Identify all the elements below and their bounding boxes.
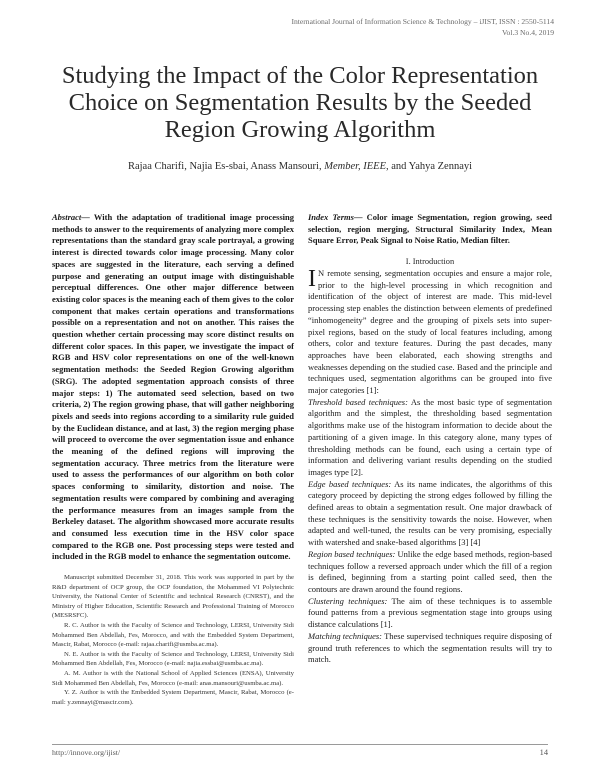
list-item-text: As the most basic type of segmentation algorithm and the simplest, the thresholding based segmentation algorithms make use of the histogram information to decide about the partitioning of a given image. In this category alone, many types of thresholding methods can be found, each using a certain type of information and delivering variant results depending on the studied images type [2]. [308, 396, 552, 477]
list-item [308, 397, 552, 479]
footnote: A. M. Author is with the National School of Applied Sciences (ENSA), University Sidi Mohammed Ben Abdellah, Fes, Morocco (e-mail: anas.mansouri@usmba.ac.ma). [52, 669, 294, 687]
list-item [308, 631, 552, 666]
footnotes [52, 573, 294, 707]
journal-url-link[interactable]: http://innove.org/ijist/ [52, 748, 121, 757]
author-line [40, 161, 560, 172]
list-item-text: The aim of these techniques is to assemble found patterns from a previous segmentation stage into groups using distance calculations [1]. [308, 595, 553, 630]
authors-part-1: Rajaa Charifi, Najia Es-sbai, Anass Mansouri, [127, 161, 322, 172]
list-item-term: Threshold based techniques: [308, 396, 408, 407]
footnote: N. E. Author is with the Faculty of Science and Technology, LERSI, University Sidi Mohammed Ben Abdellah, Fes, Morocco (e-mail: najia.essbai@usmba.ac.ma). [52, 650, 294, 668]
list-item [308, 549, 552, 596]
footnote: Manuscript submitted December 31, 2018. This work was supported in part by the R&D department of OCP group, the OCP foundation, the Mohammed VI Polytechnic University, the National Center of Scientific and technical Research (CNRST), and the Ministry of Higher Education, Scientific Research and Professional Training of Morocco (MESRSFC). [52, 574, 294, 620]
list-item-text: Unlike the edge based methods, region-based techniques follow a reversed approach under which the fill of a region is defined, beginning from a starting point called seed, then the contours are drawn around the found regions. [308, 548, 553, 594]
list-item-text: As its name indicates, the algorithms of this category proceed by depicting the strong edges followed by filling the defined areas to obtain a segmentation result. One major drawback of these techniques is the sensitivity towards the noise. However, when adapted and well-tuned, the results can be very promising, especially with watershed and snake-based algorithms [3] [4] [308, 478, 552, 548]
index-terms [308, 212, 552, 247]
running-header [291, 16, 554, 38]
abstract [52, 212, 294, 563]
abstract-label: Abstract [52, 212, 82, 222]
footer-divider [52, 744, 548, 745]
footnote: Y. Z. Author is with the Embedded System Department, Mascir, Rabat, Morocco (e-mail: y.zennayi@mascir.com). [52, 689, 294, 706]
abstract-text: — With the adaptation of traditional image processing methods to answer to the requirements of analyzing more complex representations than the standard gray scale portrayal, a growing interest is directed towards color image processing. Many color spaces are suggested in the literature, each serving a defined purpose and generating an output image with distinguishable perceptual differences. One other major difference between existing color spaces is the meaning each of them gives to the color component that makes certain operations and transformations possible on a representation and not on another. This raises the question whether certain processing may score distinct results on different color spaces. In this paper, we investigate the impact of RGB and HSV color representations on one of the well-known segmentation methods: the Seeded Region Growing algorithm (SRG). The adopted segmentation approach consists of three major steps: 1) The automated seed selection, based on two criteria, 2) The region growing phase, that will gather neighboring pixels and seeds into regions according to a similarity rule guided by the Euclidean distance, and at last, 3) the region merging phase will proceed to overcome the over segmentation issue and enhance the meaning of the defined regions will improving the segmentation accuracy. Three metrics from the literature were used to assess the performances of our algorithm on both color spaces conforming to similarity, distortion and noise. The segmentation results were compared by combining and averaging the performance measures from an images sample from the Berkeley dataset. The algorithm showcased more accurate results and consumed less execution time in the HSV color space compared to the RGB one. Post processing steps were tested and included in the RGB model to enhance the segmentation outcome. [52, 212, 294, 562]
authors-part-2: and Yahya Zennayi [391, 161, 473, 172]
paper-title: Studying the Impact of the Color Representation Choice on Segmentation Results by the Seeded Region Growing Algorithm [61, 62, 539, 143]
author-role: Member, IEEE, [324, 161, 389, 172]
list-item [308, 479, 552, 549]
list-item-term: Matching techniques: [308, 630, 382, 641]
introduction-body [308, 268, 552, 666]
list-item-text: These supervised techniques require disposing of ground truth references to which the segmentation results will try to match. [308, 630, 552, 665]
section-heading-introduction: I. Introduction [405, 257, 455, 266]
list-item-term: Edge based techniques: [308, 478, 392, 489]
journal-name: International Journal of Information Science & Technology – iJIST, ISSN : 2550-5114 [291, 17, 554, 26]
journal-volume: Vol.3 No.4, 2019 [502, 28, 554, 37]
drop-cap: I [308, 266, 316, 292]
list-item [308, 596, 552, 631]
index-terms-label: Index Terms [308, 212, 354, 222]
intro-paragraph-text: N remote sensing, segmentation occupies and ensure a major role, prior to the high-level processing in which recognition and identification of the object of interest are made. This mid-level processing step enables the distinction between elements of predefined “inhomogeneity” degree and the grouping of pixels sets into super-pixel regions, based on the study of local features including, among others, color and texture features. During the past decades, many approaches have been elaborated, each showing strengths and weaknesses depending on the studied case. Based and the principle and techniques used, segmentation algorithms can be grouped into five major categories [1]: [308, 268, 552, 396]
page-number: 14 [539, 748, 548, 757]
list-item-term: Clustering techniques: [308, 595, 388, 606]
index-terms-text: — Color image Segmentation, region growing, seed selection, region merging, Structural Similarity Index, Mean Square Error, Peak Signal to Noise Ratio, Median filter. [308, 212, 552, 246]
intro-paragraph [308, 268, 552, 397]
list-item-term: Region based techniques: [308, 548, 396, 559]
footnote: R. C. Author is with the Faculty of Science and Technology, LERSI, University Sidi Mohammed Ben Abdellah, Fes, Morocco, and with the Embedded System Department, Mascir, Rabat, Morocco (e-mail: rajaa.charifi@usmba.ac.ma). [52, 621, 294, 649]
